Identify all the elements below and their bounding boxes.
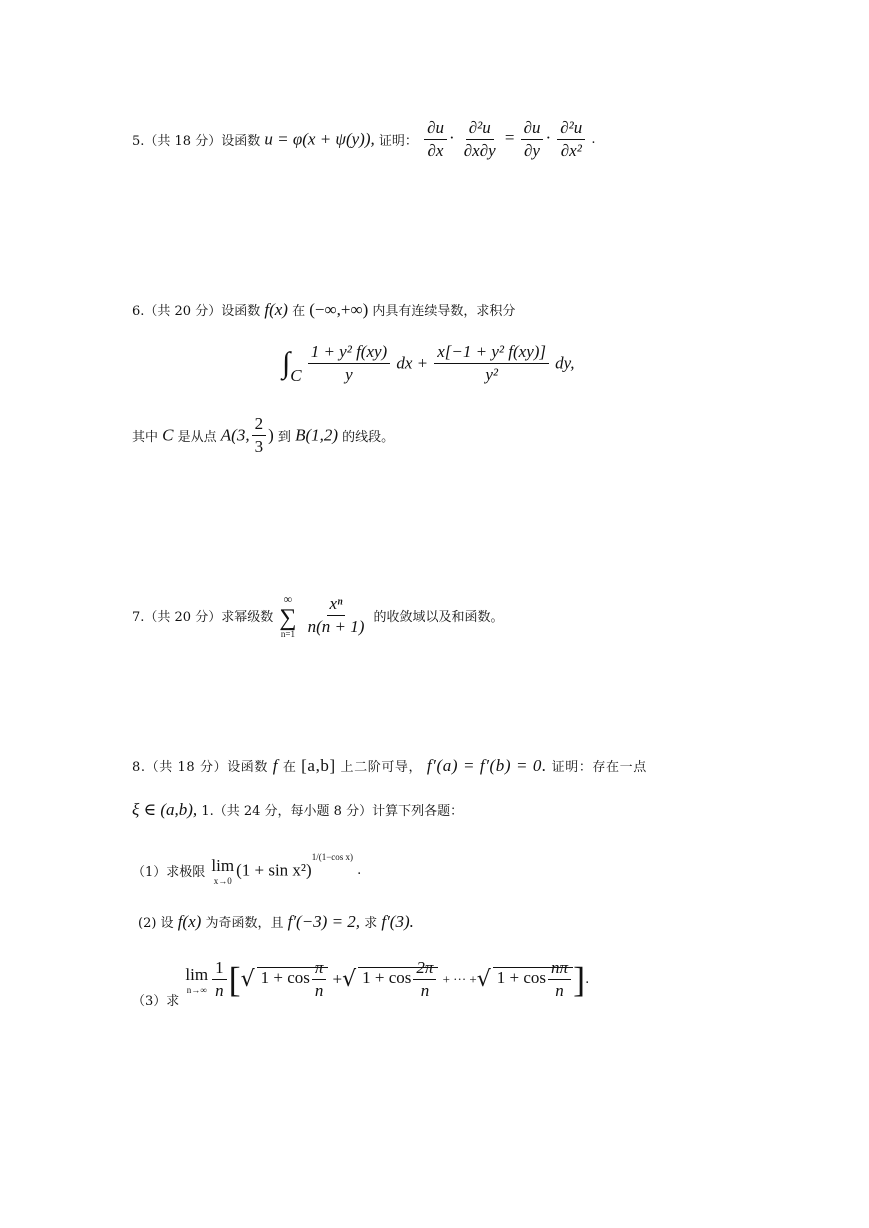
q6-interval: (−∞,+∞) bbox=[309, 300, 369, 319]
p2-fx: f(x) bbox=[177, 912, 202, 931]
p2-label: (2) 设 bbox=[138, 916, 174, 931]
q6-integral bbox=[282, 342, 575, 386]
p1-tail: . bbox=[357, 863, 362, 878]
q8-label: 8.（共 18 分）设函数 bbox=[132, 760, 269, 775]
q6-point-B: B(1,2) bbox=[295, 425, 339, 445]
q8-interval: [a,b] bbox=[301, 756, 336, 775]
part-1 bbox=[132, 852, 361, 886]
q5-fraction-1: $\frac{\partial u}{\partial x}$ bbox=[424, 118, 447, 161]
q5-fraction-4: $\frac{\text{∂²u}}{\text{∂x²}}$ bbox=[557, 118, 585, 161]
p3-one-over-n: $\frac{1}{n}$ bbox=[212, 958, 227, 1001]
q5-label: 5.（共 18 分）设函数 bbox=[132, 134, 261, 149]
q6-from: 是从点 bbox=[177, 430, 217, 445]
q6-dx: dx + bbox=[396, 353, 429, 373]
q6-label: 6.（共 20 分）设函数 bbox=[132, 304, 261, 319]
integral-sub: C bbox=[290, 366, 302, 385]
q6-segment: 的线段。 bbox=[342, 430, 395, 445]
p2-odd: 为奇函数，且 bbox=[205, 916, 284, 931]
q5-fraction-2: $\frac{\text{∂²u}}{\partial x\partial y}$ bbox=[463, 118, 496, 160]
p2-ask: 求 bbox=[364, 916, 378, 931]
p1-expr: (1 + sin x²) bbox=[236, 860, 312, 880]
q8-on: 在 bbox=[282, 760, 297, 775]
question-7 bbox=[132, 592, 504, 639]
q6-rest: 内具有连续导数，求积分 bbox=[372, 304, 516, 319]
q7-label: 7.（共 20 分）求幂级数 bbox=[132, 610, 274, 625]
q6-where: 其中 C 是从点 A(3, $\frac{2}{3}$ ) 到 B(1,2) 的线段。 bbox=[132, 414, 395, 456]
q6-to: 到 bbox=[277, 430, 291, 445]
part-2 bbox=[138, 912, 414, 932]
p2-target: f′(3). bbox=[381, 912, 414, 931]
q7-term: $\frac{\text{xⁿ}}{n(n + 1)}$ bbox=[307, 594, 365, 636]
q6-dy: dy, bbox=[555, 353, 575, 373]
p3-label: （3）求 bbox=[132, 994, 180, 1009]
p1-label: （1）求极限 bbox=[132, 865, 206, 880]
q8-condition: f′(a) = f′(b) = 0. bbox=[426, 756, 547, 775]
q6-where-text: 其中 bbox=[132, 430, 159, 445]
q6-curve-C: C bbox=[162, 425, 174, 445]
q6-fx: f(x) bbox=[264, 300, 288, 319]
q5-equals: = bbox=[504, 128, 515, 147]
p3-root-3: 1 + cos $\frac{n\pi}{n}$ bbox=[493, 967, 573, 987]
p1-exponent: 1/(1−cos x) bbox=[311, 852, 354, 862]
question-5: 5.（共 18 分）设函数 u = φ(x + ψ(y)), 证明： $\frac{\partial u}{\partial x}$ · $\frac{\text{∂²u}}{\partial x\partial y}$ = $\frac{\partial u}{\partial y}$ · $\frac{\text{∂²u}}{\text{∂x²}}$ . bbox=[132, 118, 596, 160]
q8-f: f bbox=[272, 756, 279, 775]
q5-tail: . bbox=[591, 132, 596, 147]
q8-diff: 上二阶可导， bbox=[340, 760, 423, 775]
q8-xi: ξ ∈ (a,b), bbox=[132, 800, 198, 819]
part-3: （3）求 lim n→∞ $\frac{1}{n}$ [√ 1 + cos $\frac{\pi}{n}$ +√ 1 + cos $\frac{2\pi}{n}$ + ··· +√ 1 + cos $\frac{n\pi}{n}$ ]. bbox=[132, 958, 590, 1009]
q6-in: 在 bbox=[292, 304, 306, 319]
q8-continuation bbox=[132, 800, 463, 820]
q6-point-A: A(3, bbox=[220, 425, 250, 445]
q5-fraction-3: $\frac{\partial u}{\partial y}$ bbox=[521, 118, 544, 161]
q7-rest: 的收敛域以及和函数。 bbox=[373, 610, 504, 625]
p3-root-1: 1 + cos $\frac{\pi}{n}$ bbox=[257, 967, 329, 987]
q5-function: u = φ(x + ψ(y)), bbox=[264, 129, 375, 149]
p1-lim: lim x→0 bbox=[211, 855, 235, 886]
question-6 bbox=[132, 300, 515, 320]
p3-root-2: 1 + cos $\frac{2\pi}{n}$ bbox=[358, 967, 438, 987]
q6-term-2: $\frac{\text{x[−1 + y² f(xy)]}}{\text{y²}}$ bbox=[434, 342, 549, 385]
integral-sign: ∫ bbox=[282, 346, 291, 380]
q8-prove: 证明：存在一点 bbox=[551, 760, 647, 775]
q7-sum: ∞ ∑ n=1 bbox=[279, 592, 297, 639]
q6-term-1: $\frac{\text{1 + y² f(xy)}}{y}$ bbox=[308, 342, 391, 385]
q6-A-fraction: $\frac{2}{3}$ bbox=[252, 414, 267, 457]
section-1-heading: 1.（共 24 分，每小题 8 分）计算下列各题： bbox=[201, 804, 464, 819]
p2-condition: f′(−3) = 2, bbox=[287, 912, 361, 931]
q5-prove: 证明： bbox=[378, 134, 418, 149]
question-8 bbox=[132, 756, 647, 776]
p3-lim: lim n→∞ bbox=[185, 964, 209, 995]
